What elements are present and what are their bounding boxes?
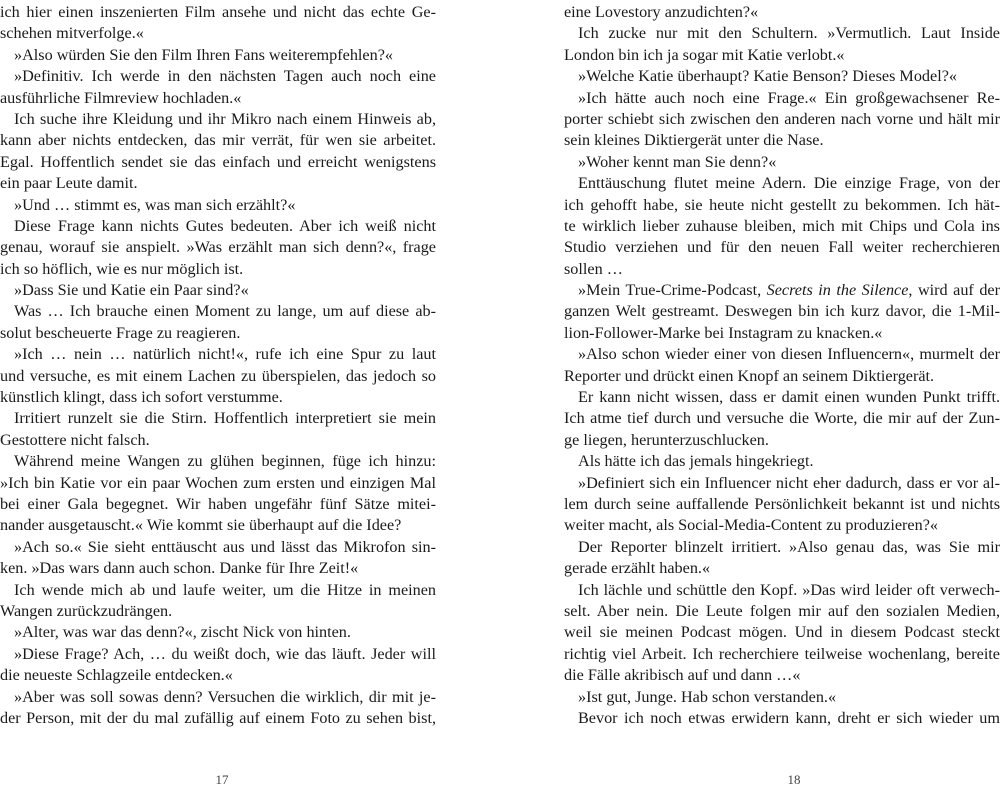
text-line: »Woher kennt man Sie denn?« <box>578 152 777 171</box>
text-line: Ich zucke nur mit den Schultern. »Vermutlich. Laut Inside <box>578 24 1000 43</box>
text-line: Er kann nicht wissen, dass er damit einen wunden Punkt trifft. <box>578 388 1000 407</box>
text-line: »Dass Sie und Katie ein Paar sind?« <box>14 281 249 300</box>
text-line: »Mein True-Crime-Podcast, Secrets in the Silence, wird auf der <box>578 281 1000 300</box>
text-line: Gestottere nicht falsch. <box>0 430 150 449</box>
text-line: Ich suche ihre Kleidung und ihr Mikro nach einem Hinweis ab, <box>14 109 436 128</box>
text-line: »Ach so.« Sie sieht enttäuscht aus und lässt das Mikrofon sin- <box>14 537 436 556</box>
text-line: kann aber nichts entdecken, das mir verrät, für wen sie arbeitet. <box>0 131 436 150</box>
text-line: Während meine Wangen zu glühen beginnen, füge ich hinzu: <box>14 452 436 471</box>
text-line: und versuche, es mit einem Lachen zu überspielen, das jedoch so <box>0 366 436 385</box>
podcast-title: Secrets in the Silence <box>766 281 909 300</box>
text-line: genau, worauf sie anspielt. »Was erzählt man sich denn?«, frage <box>0 238 436 257</box>
text-line: solut bescheuerte Frage zu reagieren. <box>0 323 241 342</box>
text-line: Diese Frage kann nichts Gutes bedeuten. Aber ich weiß nicht <box>14 216 436 235</box>
text-line: lion-Follower-Marke bei Instagram zu knacken.« <box>564 323 883 342</box>
text-line: eine Lovestory anzudichten?« <box>564 3 759 21</box>
text-line: weiter macht, als Social-Media-Content zu produzieren?« <box>564 516 938 535</box>
text-line: »Ich bin Katie vor ein paar Wochen zum ersten und einzigen Mal <box>0 473 436 492</box>
left-page-text <box>0 2 436 729</box>
text-line: Ich atme tief durch und versuche die Worte, die mir auf der Zun- <box>564 409 1000 428</box>
text-line: sollen … <box>564 259 623 278</box>
text-line: ganzen Welt gestreamt. Deswegen bin ich kurz davor, die 1-Mil- <box>564 302 1000 321</box>
text-line: ich so höflich, wie es nur möglich ist. <box>0 259 244 278</box>
text-line: ein paar Leute damit. <box>0 174 138 193</box>
text-line: »Ist gut, Junge. Hab schon verstanden.« <box>578 687 837 706</box>
text-line: »Aber was soll sowas denn? Versuchen die wirklich, dir mit je- <box>14 687 436 706</box>
text-line: te wirklich lieber zuhause bleiben, mich mit Chips und Cola ins <box>564 216 1000 235</box>
text-line: Ich lächle und schüttle den Kopf. »Das wird leider oft verwech- <box>578 580 1000 599</box>
text-line: Irritiert runzelt sie die Stirn. Hoffentlich interpretiert sie mein <box>14 409 436 428</box>
text-line: ich hier einen inszenierten Film ansehe und nicht das echte Ge- <box>0 3 436 21</box>
text-line: »Und … stimmt es, was man sich erzählt?« <box>14 195 296 214</box>
text-line: künstlich klingt, dass ich sofort verstumme. <box>0 388 283 407</box>
text-line: »Definitiv. Ich werde in den nächsten Tagen auch noch eine <box>14 67 436 86</box>
text-line: Studio verziehen und für den neuen Fall weiter recherchieren <box>564 238 1000 257</box>
text-line: Als hätte ich das jemals hingekriegt. <box>578 452 814 471</box>
text-line: nander ausgetauscht.« Wie kommt sie überhaupt auf die Idee? <box>0 516 402 535</box>
text-line: Was … Ich brauche einen Moment zu lange, um auf diese ab- <box>14 302 436 321</box>
text-line: ken. »Das wars dann auch schon. Danke für Ihre Zeit!« <box>0 559 359 578</box>
text-line: die Fälle akribisch auf und dann …« <box>564 666 801 685</box>
text-line: selt. Aber nein. Die Leute folgen mir auf den sozialen Medien, <box>564 601 1000 620</box>
text-line: der Person, mit der du mal zufällig auf einem Foto zu sehen bist, <box>0 708 436 727</box>
text-line: lem durch seine auffallende Persönlichkeit bekannt ist und nichts <box>564 494 1000 513</box>
text-line: »Ich hätte auch noch eine Frage.« Ein großgewachsener Re- <box>578 88 1000 107</box>
text-line: ge liegen, herunterzuschlucken. <box>564 430 769 449</box>
right-page-text <box>564 2 1000 729</box>
text-line: »Also würden Sie den Film Ihren Fans weiterempfehlen?« <box>14 45 393 64</box>
text-line: schehen mitverfolge.« <box>0 24 144 43</box>
text-line: porter schiebt sich zwischen den anderen nach vorne und hält mir <box>564 109 1000 128</box>
page-number-left: 17 <box>215 772 229 787</box>
text-line: »Welche Katie überhaupt? Katie Benson? Dieses Model?« <box>578 67 957 86</box>
text-line: ausführliche Filmreview hochladen.« <box>0 88 242 107</box>
text-line: Bevor ich noch etwas erwidern kann, dreht er sich wieder um <box>578 708 1000 727</box>
text-line: Ich wende mich ab und laufe weiter, um die Hitze in meinen <box>14 580 436 599</box>
text-line: »Definiert sich ein Influencer nicht eher dadurch, dass er vor al- <box>578 473 1000 492</box>
text-line: Egal. Hoffentlich sendet sie das einfach und erreicht wenigstens <box>0 152 436 171</box>
text-line: Wangen zurückzudrängen. <box>0 601 173 620</box>
text-line: die neueste Schlagzeile entdecken.« <box>0 666 233 685</box>
text-line: Reporter und drückt einen Knopf an seinem Diktiergerät. <box>564 366 935 385</box>
text-line: »Ich … nein … natürlich nicht!«, rufe ich eine Spur zu laut <box>14 345 436 364</box>
text-line: bei einer Gala begegnet. Wir haben ungefähr fünf Sätze mitei- <box>0 494 436 513</box>
text-line: weil sie meinen Podcast mögen. Und in diesem Podcast steckt <box>564 623 1000 642</box>
text-line: London bin ich ja sogar mit Katie verlobt.« <box>564 45 845 64</box>
page-number-right: 18 <box>787 772 801 787</box>
text-line: »Also schon wieder einer von diesen Influencern«, murmelt der <box>578 345 1000 364</box>
text-line: Enttäuschung flutet meine Adern. Die einzige Frage, von der <box>578 174 1000 193</box>
text-line: richtig viel Arbeit. Ich recherchiere teilweise wochenlang, bereite <box>564 644 1000 663</box>
text-line: »Alter, was war das denn?«, zischt Nick von hinten. <box>14 623 351 642</box>
text-line: gerade erzählt haben.« <box>564 559 711 578</box>
text-line: Der Reporter blinzelt irritiert. »Also genau das, was Sie mir <box>578 537 1000 556</box>
text-line: sein kleines Diktiergerät unter die Nase. <box>564 131 824 150</box>
text-line: ich gehofft habe, sie heute nicht gestellt zu bekommen. Ich hät- <box>564 195 1000 214</box>
text-line: »Diese Frage? Ach, … du weißt doch, wie das läuft. Jeder will <box>14 644 436 663</box>
